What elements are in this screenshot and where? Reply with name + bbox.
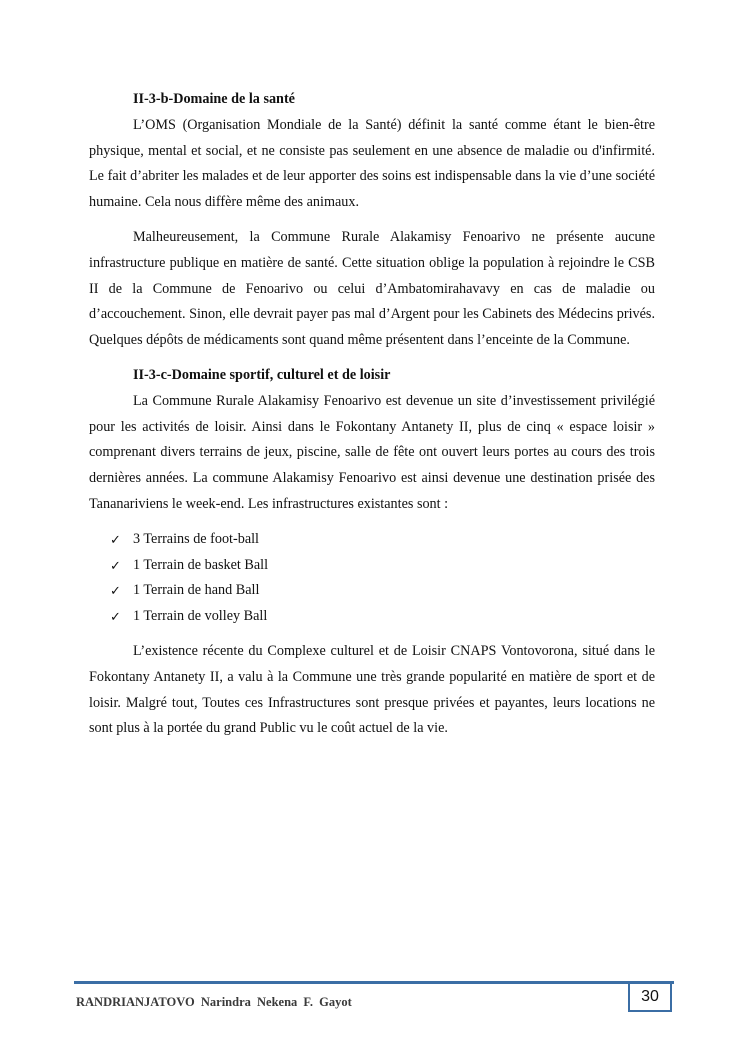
sport-intro-paragraph: La Commune Rurale Alakamisy Fenoarivo est devenue un site d’investissement privilégié pour les activités de loisir. Ainsi dans le Fokontany Antanety II, plus de cinq « espace loisir » comprenant divers terrains de jeux, piscine, salle de fête ont ouvert leurs portes au cours des trois dernières années. La commune Alakamisy Fenoarivo est ainsi devenue une destination prisée des Tananariviens le week-end. Les infrastructures existantes sont :	[89, 392, 655, 512]
list-item	[89, 527, 655, 553]
section-heading-health: II-3-b-Domaine de la santé	[133, 91, 295, 107]
sport-closing-paragraph: L’existence récente du Complexe culturel et de Loisir CNAPS Vontovorona, situé dans le Fokontany Antanety II, a valu à la Commune une très grande popularité en matière de sport et de loisir. Malgré tout, Toutes ces Infrastructures sont presque privées et payantes, leurs locations ne sont plus à la portée du grand Public vu le coût actuel de la vie.	[89, 642, 655, 737]
footer-rule	[74, 981, 674, 984]
list-item-label: 1 Terrain de basket Ball	[133, 556, 269, 573]
checkmark-icon: ✓	[110, 609, 121, 625]
health-paragraph-1: L’OMS (Organisation Mondiale de la Santé) définit la santé comme étant le bien-être physique, mental et social, et ne consiste pas seulement en une absence de maladie ou d'infirmité. Le fait d’abriter les malades et de leur apporter des soins est indispensable dans la vie d’une société humaine. Cela nous diffère même des animaux.	[89, 116, 655, 211]
list-item-label: 1 Terrain de hand Ball	[133, 582, 260, 599]
infrastructure-list	[89, 527, 655, 630]
list-item	[89, 604, 655, 630]
footer-author: RANDRIANJATOVO Narindra Nekena F. Gayot	[76, 995, 352, 1009]
list-item	[89, 578, 655, 604]
page-body	[89, 87, 655, 742]
page-number: 30	[641, 988, 659, 1005]
page-number-box	[628, 982, 672, 1012]
list-item	[89, 553, 655, 579]
checkmark-icon: ✓	[110, 557, 121, 573]
section-heading-sport: II-3-c-Domaine sportif, culturel et de loisir	[133, 366, 391, 383]
list-item-label: 1 Terrain de volley Ball	[133, 608, 268, 625]
checkmark-icon: ✓	[110, 531, 121, 547]
health-paragraph-2: Malheureusement, la Commune Rurale Alakamisy Fenoarivo ne présente aucune infrastructure publique en matière de santé. Cette situation oblige la population à rejoindre le CSB II de la Commune de Fenoarivo ou celui d’Ambatomirahavavy en cas de maladie ou d’accouchement. Sinon, elle devrait payer pas mal d’Argent pour les Cabinets des Médecins privés. Quelques dépôts de médicaments sont quand même présentent dans l’enceinte de la Commune.	[89, 228, 655, 349]
list-item-label: 3 Terrains de foot-ball	[133, 530, 259, 547]
checkmark-icon: ✓	[110, 583, 121, 599]
